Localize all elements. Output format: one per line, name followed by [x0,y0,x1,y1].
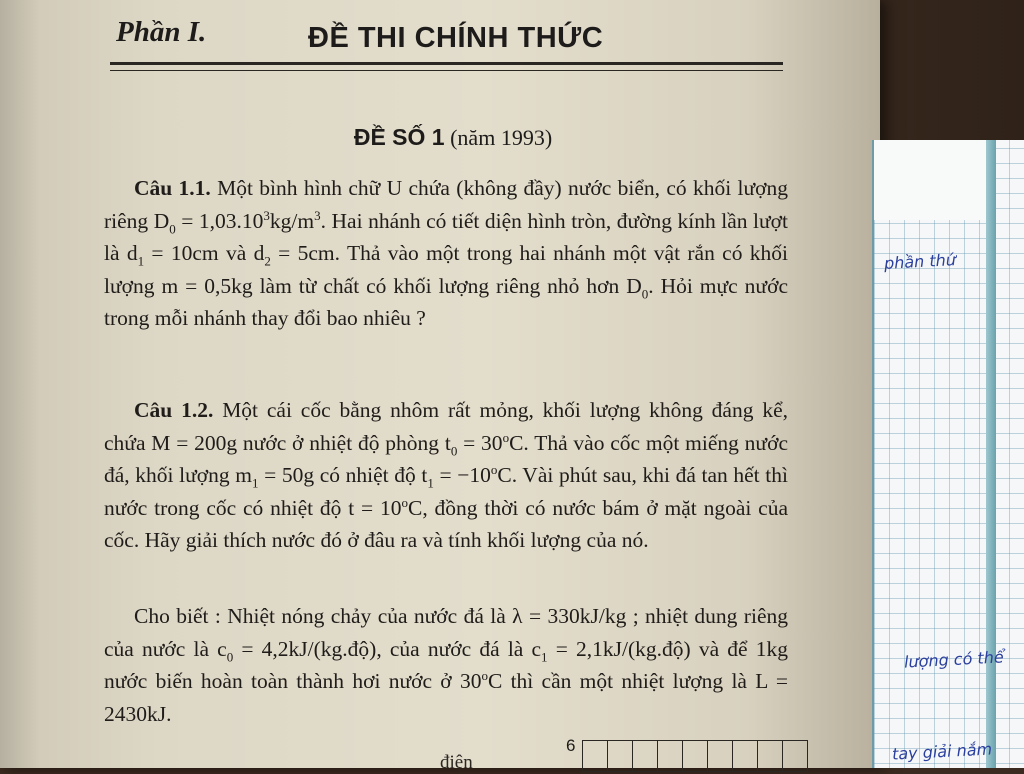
q1-text: . Hai nhánh có tiết diện hình tròn, đường kính lần lượt là d [104,208,789,265]
page-header-title: ĐỀ THI CHÍNH THỨC [308,22,604,54]
q2-text: C. Vài phút sau, khi đá tan hết thì nước trong cốc có nhiệt độ t = 10 [104,463,788,520]
q2-sup: o [401,494,408,510]
given-text: = 4,2kJ/(kg.độ), của nước đá là c [233,636,542,661]
q2-sub: 1 [427,475,434,491]
q1-text: = 10cm và d [144,241,265,265]
question-label: Câu 1.2. [134,398,214,422]
q1-text: = 5cm. Thả vào một trong hai nhánh một vật rắn có khối lượng m = 0,5kg làm từ chất có khối lượng riêng nhỏ hơn D [104,241,788,298]
given-text: = 2,1kJ/(kg.độ) và để 1kg nước biến hoàn toàn thành hơi nước ở 30 [104,636,788,693]
given-sub: 0 [226,648,234,664]
question-1-1 [104,172,788,335]
q1-sup: 3 [263,207,270,223]
q2-text: = 30 [457,430,503,455]
figure-number: 6 [566,736,576,755]
given-text: Cho biết : Nhiệt nóng chảy của nước đá là λ = 330kJ/kg ; nhiệt dung riêng của nước là c [104,604,788,661]
cut-off-text: điện [440,752,473,773]
q2-sup: o [490,461,498,477]
exam-number: ĐỀ SỐ 1 [353,124,445,150]
q1-sup: 3 [314,207,321,223]
q2-sup: o [502,429,510,445]
given-sup: o [481,667,488,683]
q1-text: . Hỏi mực nước trong mỗi nhánh thay đổi bao nhiêu ? [104,273,788,330]
q1-sub: 0 [169,220,176,236]
exam-year: (năm 1993) [450,125,553,150]
q1-text: = 1,03.10 [175,208,264,233]
handwritten-note: phần thứ [883,250,957,273]
notebook-top-margin [874,140,994,220]
given-data [104,600,788,730]
figure-grid-boxes [582,740,808,772]
given-sub: 1 [541,648,548,664]
section-label: Phần I. [116,16,207,48]
q1-sub: 1 [137,253,145,269]
q1-text: kg/m [269,208,315,233]
q1-sub: 2 [264,253,271,269]
given-text: C thì cần một nhiệt lượng là L = 2430kJ. [104,669,788,726]
q2-sub: 0 [450,442,458,458]
grid-notebook [872,140,1024,768]
header-rule-thick [110,62,783,65]
handwritten-note: tay giải nắm [891,739,993,764]
notebook-cover-edge [986,140,996,768]
q2-text: Một cái cốc bằng nhôm rất mỏng, khối lượng không đáng kể, chứa M = 200g nước ở nhiệt độ phòng t [104,398,788,455]
exam-title [0,124,880,151]
q2-sub: 1 [251,475,259,491]
q2-text: = 50g có nhiệt độ t [258,463,428,487]
q2-text: C. Thả vào cốc một miếng nước đá, khối lượng m [104,430,788,487]
question-label: Câu 1.1. [134,176,211,200]
q2-text: = −10 [433,463,491,487]
q1-text: Một bình hình chữ U chứa (không đầy) nước biển, có khối lượng riêng D [104,176,789,233]
question-1-2 [104,394,788,557]
q1-sub: 0 [641,285,649,301]
q2-text: C, đồng thời có nước bám ở mặt ngoài của cốc. Hãy giải thích nước đó ở đâu ra và tính khối lượng của nó. [104,495,788,552]
handwritten-note: lượng có thể [903,647,1005,672]
header-rule-thin [110,70,783,71]
